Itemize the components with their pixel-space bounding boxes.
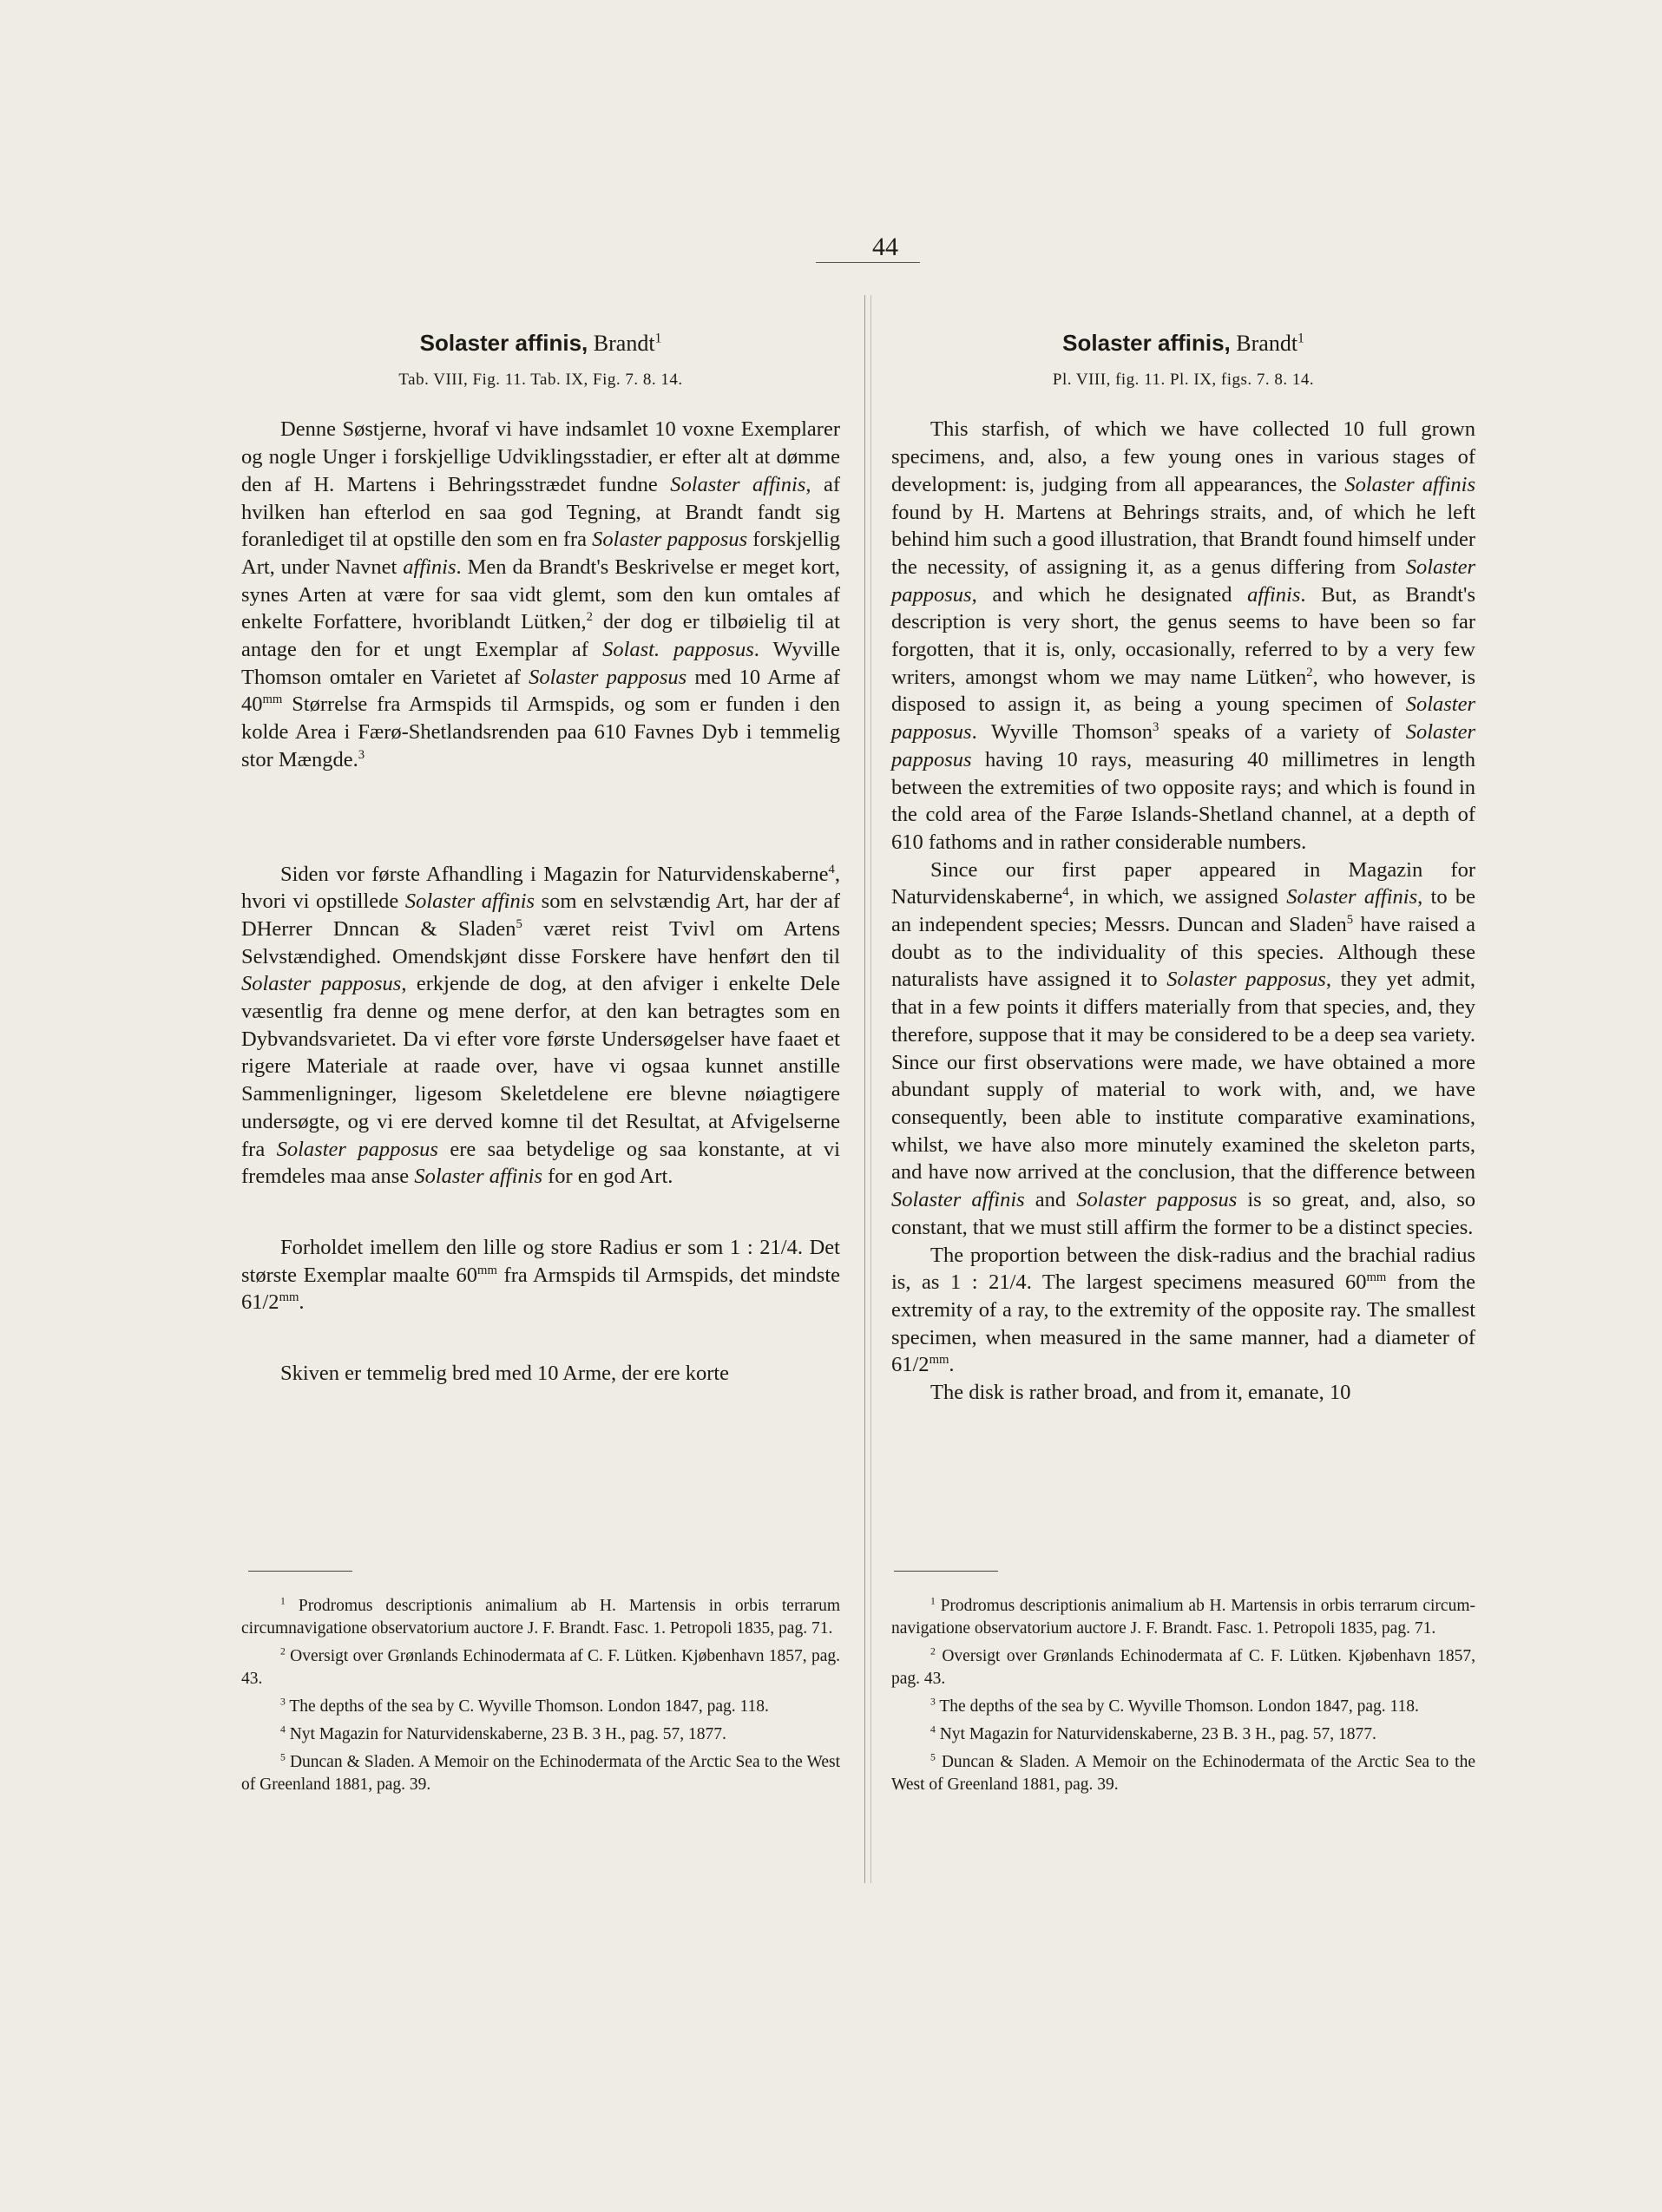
column-divider	[864, 295, 865, 1883]
species-italic: Solaster affinis	[404, 889, 535, 914]
footnote-text: The depths of the sea by C. Wyville Thomson. London 1847, pag. 118.	[289, 1697, 769, 1716]
section-title-english	[891, 330, 1475, 358]
species-author: Brandt	[593, 331, 655, 356]
footnote-ref: 3	[358, 747, 365, 762]
footnote	[241, 1645, 840, 1690]
text: , who however, is disposed to assign it, as being a young specimen of	[891, 665, 1476, 717]
footnote-number: 1	[280, 1595, 286, 1607]
footnote-text: Duncan & Sladen. A Memoir on the Echinodermata of the Arctic Sea to the West of Greenland 1881, pag. 39.	[891, 1753, 1475, 1794]
unit-mm: mm	[1366, 1270, 1387, 1285]
footnote-ref: 4	[1062, 885, 1069, 900]
unit-mm: mm	[929, 1353, 949, 1368]
figure-references: Pl. VIII, fig. 11. Pl. IX, figs. 7. 8. 14.	[1052, 370, 1315, 389]
text: .	[949, 1353, 955, 1377]
species-italic: Solaster papposus	[891, 720, 1476, 771]
footnote-text: Prodromus descriptionis animalium ab H. Martensis in orbis terrarum circumnavigatione observatorium auctore J. F. Brandt. Fasc. 1. Petropoli 1835, pag. 71.	[241, 1597, 841, 1638]
text: som en selvstændig Art, har der af DHerrer Dnncan & Sladen	[241, 889, 840, 941]
species-italic: Solaster papposus	[592, 528, 748, 552]
footnote-number: 2	[930, 1645, 936, 1657]
text: . But, as Brandt's description is very short, the genus seems to have been so far forgotten, that it is, only, occasionally, referred to by a very few writers, amongst whom we may name Lütken	[891, 582, 1475, 689]
species-italic: affinis	[403, 555, 457, 579]
footnote	[891, 1751, 1475, 1796]
text: . The largest specimens measured 60	[1026, 1270, 1367, 1295]
footnote-rule	[894, 1571, 998, 1572]
footnote-ref: 2	[586, 610, 593, 625]
footnotes-right	[891, 1595, 1475, 1802]
species-name: Solaster affinis,	[1062, 330, 1231, 356]
column-divider-inner	[870, 295, 871, 1883]
footnote	[241, 1595, 840, 1640]
footnote-ref: 1	[654, 331, 662, 346]
text: is so great, and, also, so constant, that we must still affirm the former to be a distinct species.	[891, 1188, 1475, 1239]
text: for en god Art.	[542, 1165, 673, 1189]
footnote-number: 5	[930, 1751, 936, 1763]
text: Forholdet imellem den lille og store Radius er som 1 : 2	[280, 1235, 771, 1259]
text: der dog er tilbøielig til at antage den for et ungt Exemplar af	[241, 610, 840, 662]
footnotes-left	[241, 1595, 840, 1802]
paragraph-1	[241, 416, 840, 773]
paragraph-2	[241, 861, 840, 1191]
species-italic: Solaster papposus	[276, 1137, 438, 1161]
footnote-ref: 4	[828, 862, 835, 876]
species-italic: Solast. papposus	[602, 638, 754, 662]
unit-mm: mm	[262, 692, 283, 707]
text: This starfish, of which we have collected 10 full grown specimens, and, also, a few young ones in various stages of development: is, judging from all appearances, the	[891, 417, 1475, 496]
footnote-number: 3	[280, 1696, 286, 1708]
fraction: 1/4	[770, 1235, 798, 1259]
footnote-text: Nyt Magazin for Naturvidenskaberne, 23 B. 3 H., pag. 57, 1877.	[289, 1725, 726, 1743]
species-italic: Solaster papposus	[1076, 1188, 1238, 1212]
footnote-text: Oversigt over Grønlands Echinodermata af C. F. Lütken. Kjøbenhavn 1857, pag. 43.	[241, 1647, 840, 1688]
species-italic: affinis	[1247, 582, 1301, 607]
unit-mm: mm	[279, 1290, 299, 1305]
footnote-rule	[248, 1571, 352, 1572]
footnote	[241, 1751, 840, 1796]
paragraph-3	[891, 1242, 1475, 1380]
text: . Men da Brandt's Beskrivelse er meget kort, synes Arten at være for saa vidt glemt, som den kun omtales af enkelte Forfattere, hvoriblandt Lütken,	[241, 555, 840, 634]
text: from the extremity of a ray, to the extremity of the opposite ray. The smallest specimen, when measured in the same manner, had a diameter of 6	[891, 1270, 1475, 1377]
footnote-ref: 3	[1152, 719, 1159, 734]
text: , erkjende de dog, at den afviger i enkelte Dele væsentlig fra denne og mene derfor, at den kan betragtes som en Dybvandsvarietet. Da vi efter vore første Undersøgelser have faaet et rigere Materiale at raade over, have vi ogsaa kunnet anstille Sammenligninger, ligesom Skeletdelene ere blevne nøiagtigere undersøgte, og vi ere derved komne til det Resultat, at Afvigelserne fra	[241, 972, 840, 1161]
text: , in which, we assigned	[1068, 885, 1287, 909]
paragraph-1	[891, 416, 1475, 856]
footnote	[241, 1723, 840, 1746]
right-column	[891, 330, 1475, 1407]
species-italic: Solaster papposus	[891, 692, 1475, 745]
text: having 10 rays, measuring 40 millimetres in length between the extremities of two opposite rays; and which is found in the cold area of the Farøe Islands-Shetland channel, at a depth of 610 fathoms and in rather considerable numbers.	[891, 747, 1475, 854]
footnote-ref: 5	[516, 916, 522, 931]
paragraph-3	[241, 1234, 840, 1316]
fraction: 1/2	[252, 1290, 279, 1315]
text: , and which he designated	[971, 582, 1248, 607]
text: , hvori vi opstillede	[241, 862, 840, 914]
page-number: 44	[872, 233, 898, 261]
species-name: Solaster affinis,	[419, 330, 588, 356]
footnote	[891, 1723, 1475, 1746]
paragraph-4: Skiven er temmelig bred med 10 Arme, der ere korte	[280, 1362, 730, 1386]
footnote-text: The depths of the sea by C. Wyville Thomson. London 1847, pag. 118.	[939, 1697, 1419, 1716]
text: Since our first paper appeared in Magazin for Naturvidenskaberne	[891, 857, 1475, 909]
species-italic: Solaster affinis	[1344, 472, 1475, 496]
footnote-text: Nyt Magazin for Naturvidenskaberne, 23 B. 3 H., pag. 57, 1877.	[939, 1725, 1376, 1743]
footnote-text: Duncan & Sladen. A Memoir on the Echinodermata of the Arctic Sea to the West of Greenland 1881, pag. 39.	[241, 1753, 841, 1794]
fraction: 1/2	[902, 1353, 930, 1377]
section-title-danish	[241, 330, 840, 358]
species-italic: Solaster affinis	[414, 1165, 543, 1189]
species-italic: Solaster papposus	[1166, 968, 1326, 992]
text: været reist Tvivl om Artens Selvstændighed. Omendskjønt disse Forskere have henført den til	[241, 916, 840, 968]
footnote-text: Oversigt over Grønlands Echinodermata af C. F. Lütken. Kjøbenhavn 1857, pag. 43.	[891, 1647, 1475, 1688]
text: med 10 Arme af 40	[241, 665, 840, 717]
text: Siden vor første Afhandling i Magazin for Naturvidenskaberne	[280, 862, 829, 886]
page-number-rule	[816, 262, 920, 263]
fraction: 1/4	[999, 1270, 1027, 1295]
footnote-number: 4	[280, 1723, 286, 1736]
footnote-number: 1	[930, 1595, 936, 1607]
footnote-number: 3	[930, 1696, 936, 1708]
text: fra Armspids til Armspids, det mindste 6	[241, 1263, 840, 1315]
text: forskjellig Art, under Navnet	[241, 528, 840, 579]
text: Denne Søstjerne, hvoraf vi have indsamlet 10 voxne Exemplarer og nogle Unger i forskjellige Udviklingsstadier, er efter alt at dømme den af H. Martens i Behringsstrædet fundne	[241, 417, 840, 496]
footnote-number: 4	[930, 1723, 936, 1736]
text: , they yet admit, that in a few points it differs materially from that species, and, they therefore, suppose that it may be considered to be a deep sea variety. Since our first observations were made, we have obtained a more abundant supply of material to work with, and, we have consequently, been able to institute comparative examinations, whilst, we have also more minutely examined the skeleton parts, and have now arrived at the conclusion, that the difference between	[891, 968, 1475, 1185]
text: , to be an independent species; Messrs. Duncan and Sladen	[891, 885, 1476, 937]
footnote-number: 5	[280, 1751, 286, 1763]
text: speaks of a variety of	[1159, 720, 1406, 745]
species-italic: Solaster affinis	[1286, 885, 1418, 909]
text: have raised a doubt as to the individuality of this species. Although these naturalists have assigned it to	[891, 913, 1476, 992]
figure-references: Tab. VIII, Fig. 11. Tab. IX, Fig. 7. 8. 14.	[398, 370, 683, 389]
footnote	[241, 1696, 840, 1718]
text: . Wyville Thomson omtaler en Varietet af	[241, 638, 840, 689]
footnote-number: 2	[280, 1645, 286, 1657]
text: and	[1024, 1188, 1077, 1212]
species-italic: Solaster affinis	[891, 1188, 1025, 1212]
text: ere saa betydelige og saa konstante, at vi fremdeles maa anse	[241, 1137, 840, 1189]
species-italic: Solaster papposus	[891, 555, 1475, 607]
footnote	[891, 1595, 1475, 1640]
footnote	[891, 1696, 1475, 1718]
text: , af hvilken han efterlod en saa god Tegning, at Brandt fandt sig foranlediget til at opstille den som en fra	[241, 472, 840, 552]
paragraph-2	[891, 857, 1475, 1242]
species-italic: Solaster papposus	[529, 665, 687, 689]
text: The proportion between the disk-radius and the brachial radius is, as 1 : 2	[891, 1243, 1475, 1295]
left-column	[241, 330, 840, 1388]
text: found by H. Martens at Behrings straits, and, of which he left behind him such a good illustration, that Brandt found himself under the necessity, of assigning it, as a genus differing from	[891, 500, 1475, 579]
footnote-text: Prodromus descriptionis animalium ab H. Martensis in orbis terrarum circum-navigatione observatorium auctore J. F. Brandt. Fasc. 1. Petropoli 1835, pag. 71.	[891, 1597, 1475, 1638]
text: . Wyville Thomson	[971, 720, 1153, 745]
species-author: Brandt	[1236, 331, 1298, 356]
species-italic: Solaster affinis	[670, 472, 806, 496]
footnote	[891, 1645, 1475, 1690]
species-italic: Solaster papposus	[241, 972, 402, 996]
text: . Det største Exemplar maalte 60	[241, 1235, 840, 1287]
footnote-ref: 1	[1297, 331, 1304, 346]
footnote-ref: 5	[1346, 912, 1354, 927]
footnote-ref: 2	[1306, 665, 1313, 679]
unit-mm: mm	[477, 1263, 497, 1277]
text: .	[299, 1290, 305, 1315]
text: Størrelse fra Armspids til Armspids, og som er funden i den kolde Area i Færø-Shetlandsrenden paa 610 Favnes Dyb i temmelig stor Mængde.	[241, 692, 840, 771]
paragraph-4: The disk is rather broad, and from it, emanate, 10	[930, 1381, 1351, 1405]
